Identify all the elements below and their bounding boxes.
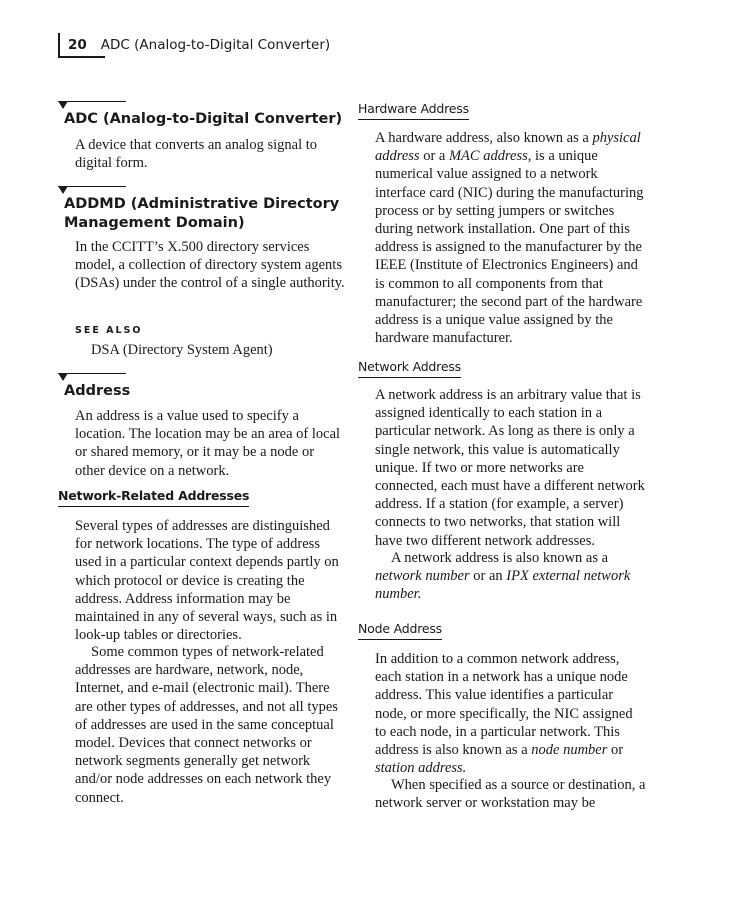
entry-marker-icon [58, 186, 68, 194]
paragraph: A network address is an arbitrary value that is assigned identically to each station in a particular network. As long as there is only a single network, this value is automatically unique. If two or more networks are connected, each must have a different network address. If a station (for example, a server) connects to two networks, that station will have two different network addresses. [375, 387, 645, 549]
header-underline [58, 56, 105, 58]
paragraph [375, 549, 647, 604]
entry-marker-icon [58, 101, 68, 109]
section-heading: Hardware Address [358, 101, 469, 120]
paragraph-text: When specified as a source or destination, a network server or workstation may be [375, 777, 646, 812]
text-run: A network address is also known as a [391, 550, 609, 566]
paragraph-text [375, 549, 647, 604]
entry-body: An address is a value used to specify a location. The location may be an area of local or shared memory, or it may be a node or other device on a network. [75, 408, 341, 479]
see-also-item: DSA (Directory System Agent) [91, 342, 273, 358]
emphasis: physical address [375, 130, 641, 165]
section-heading: Node Address [358, 621, 442, 640]
paragraph: Several types of addresses are distinguished for network locations. The type of address used in a particular context depends partly on which protocol or device is creating the address. Address information may be maintained in any of several ways, such as in look-up tables or directories. [75, 518, 339, 644]
entry-title: ADDMD (Administrative Directory Management Domain) [64, 196, 340, 231]
paragraph [75, 643, 347, 807]
entry-title: ADC (Analog-to-Digital Converter) [64, 111, 343, 127]
header-rule [58, 33, 60, 57]
entry-rule [58, 101, 126, 102]
text-run: or a [419, 148, 449, 165]
paragraph [375, 129, 647, 347]
text-run: or an [469, 568, 507, 585]
emphasis: node number [531, 742, 608, 759]
entry-body: A device that converts an analog signal to digital form. [75, 137, 317, 172]
entry-title: Address [64, 383, 131, 399]
emphasis: station address. [375, 760, 467, 777]
section-heading: Network Address [358, 359, 461, 378]
emphasis: network number [375, 568, 470, 585]
text-run: In addition to a common network address, each station in a network has a unique node address. This value identifies a particular node, or more specifically, the NIC assigned to each node, in a particular network. This address is also known as a [375, 651, 633, 759]
emphasis: MAC address, [448, 148, 532, 165]
entry-rule [58, 373, 126, 374]
running-title: ADC (Analog-to-Digital Converter) [100, 37, 331, 53]
entry-marker-icon [58, 373, 68, 381]
emphasis: IPX external network number. [375, 568, 631, 603]
running-header [68, 37, 330, 53]
section-heading: Network-Related Addresses [58, 488, 249, 507]
text-run: is a unique numerical value assigned to a network interface card (NIC) during the manufacturing process or by setting jumpers or switches during network installation. One part of this address is assigned to the manufacturer by the IEEE (Institute of Electronics Engineers) and is common to all components from that manufacturer; the second part of the hardware address is a unique value assigned by the hardware manufacturer. [375, 148, 644, 347]
paragraph-text: Some common types of network-related addresses are hardware, network, node, Internet, and e-mail (electronic mail). There are other types of addresses, and not all types of addresses are used in the same conceptual model. Devices that connect networks or network segments generally get network and/or node addresses on each network they connect. [75, 644, 338, 806]
text-run: or [607, 742, 624, 759]
text-run: A hardware address, also known as a [375, 130, 593, 146]
entry-rule [58, 186, 126, 187]
paragraph [375, 650, 647, 777]
page-number: 20 [68, 37, 87, 53]
see-also-label: SEE ALSO [75, 325, 143, 336]
paragraph [375, 776, 647, 812]
entry-body: In the CCITT’s X.500 directory services model, a collection of directory system agents (DSAs) under the control of a single authority. [75, 239, 345, 292]
